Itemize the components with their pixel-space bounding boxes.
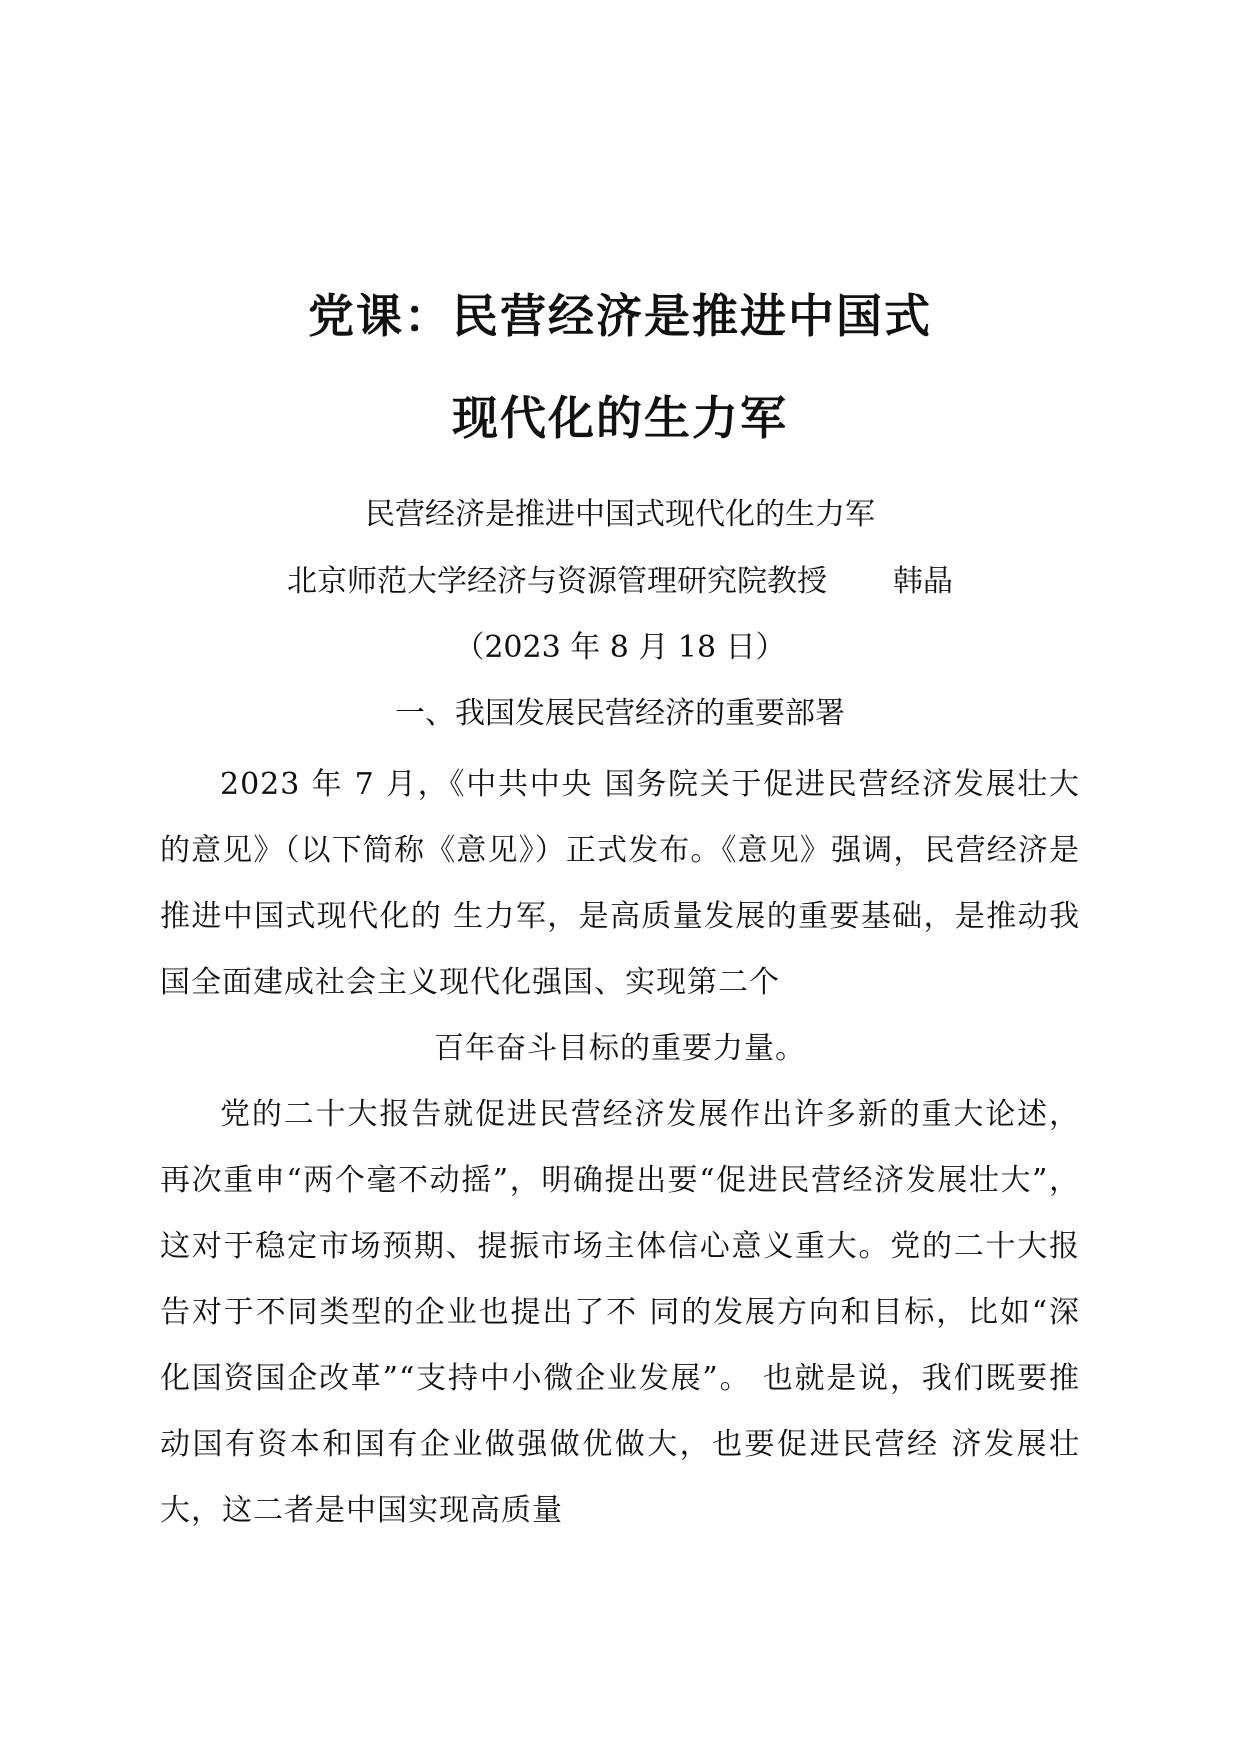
author-line [0,564,1240,599]
author-affiliation: 北京师范大学经济与资源管理研究院教授 [287,564,827,599]
section-heading: 一、我国发展民营经济的重要部署 [395,696,845,731]
author-name: 韩晶 [893,564,953,599]
paragraph-1-last-line: 百年奋斗目标的重要力量。 [434,1031,806,1066]
subtitle: 民营经济是推进中国式现代化的生力军 [365,497,875,532]
title-line-1: 党课：民营经济是推进中国式 [308,289,932,343]
paragraph-2: 党的二十大报告就促进民营经济发展作出许多新的重大论述，再次重申“两个毫不动摇”，明确提出要“促进民营经济发展壮大”，这对于稳定市场预期、提振市场主体信心意义重大。党的二十大报告对于不同类型的企业也提出了不 同的发展方向和目标，比如“深化国资国企改革”“支持中小微企业发展”。 也就是说，我们既要推动国有资本和国有企业做强做优做大，也要促进民营经 济发展壮大，这二者是中国实现高质量 [160,1097,1080,1528]
paragraph-1: 2023 年 7 月，《中共中央 国务院关于促进民营经济发展壮大的意见》（以下简称《意见》）正式发布。《意见》强调，民营经济是推进中国式现代化的 生力军，是高质量发展的重要基础，是推动我国全面建成社会主义现代化强国、实现第二个 [160,767,1080,1000]
title-line-2: 现代化的生力军 [452,391,788,445]
date: （2023 年 8 月 18 日） [454,630,786,665]
